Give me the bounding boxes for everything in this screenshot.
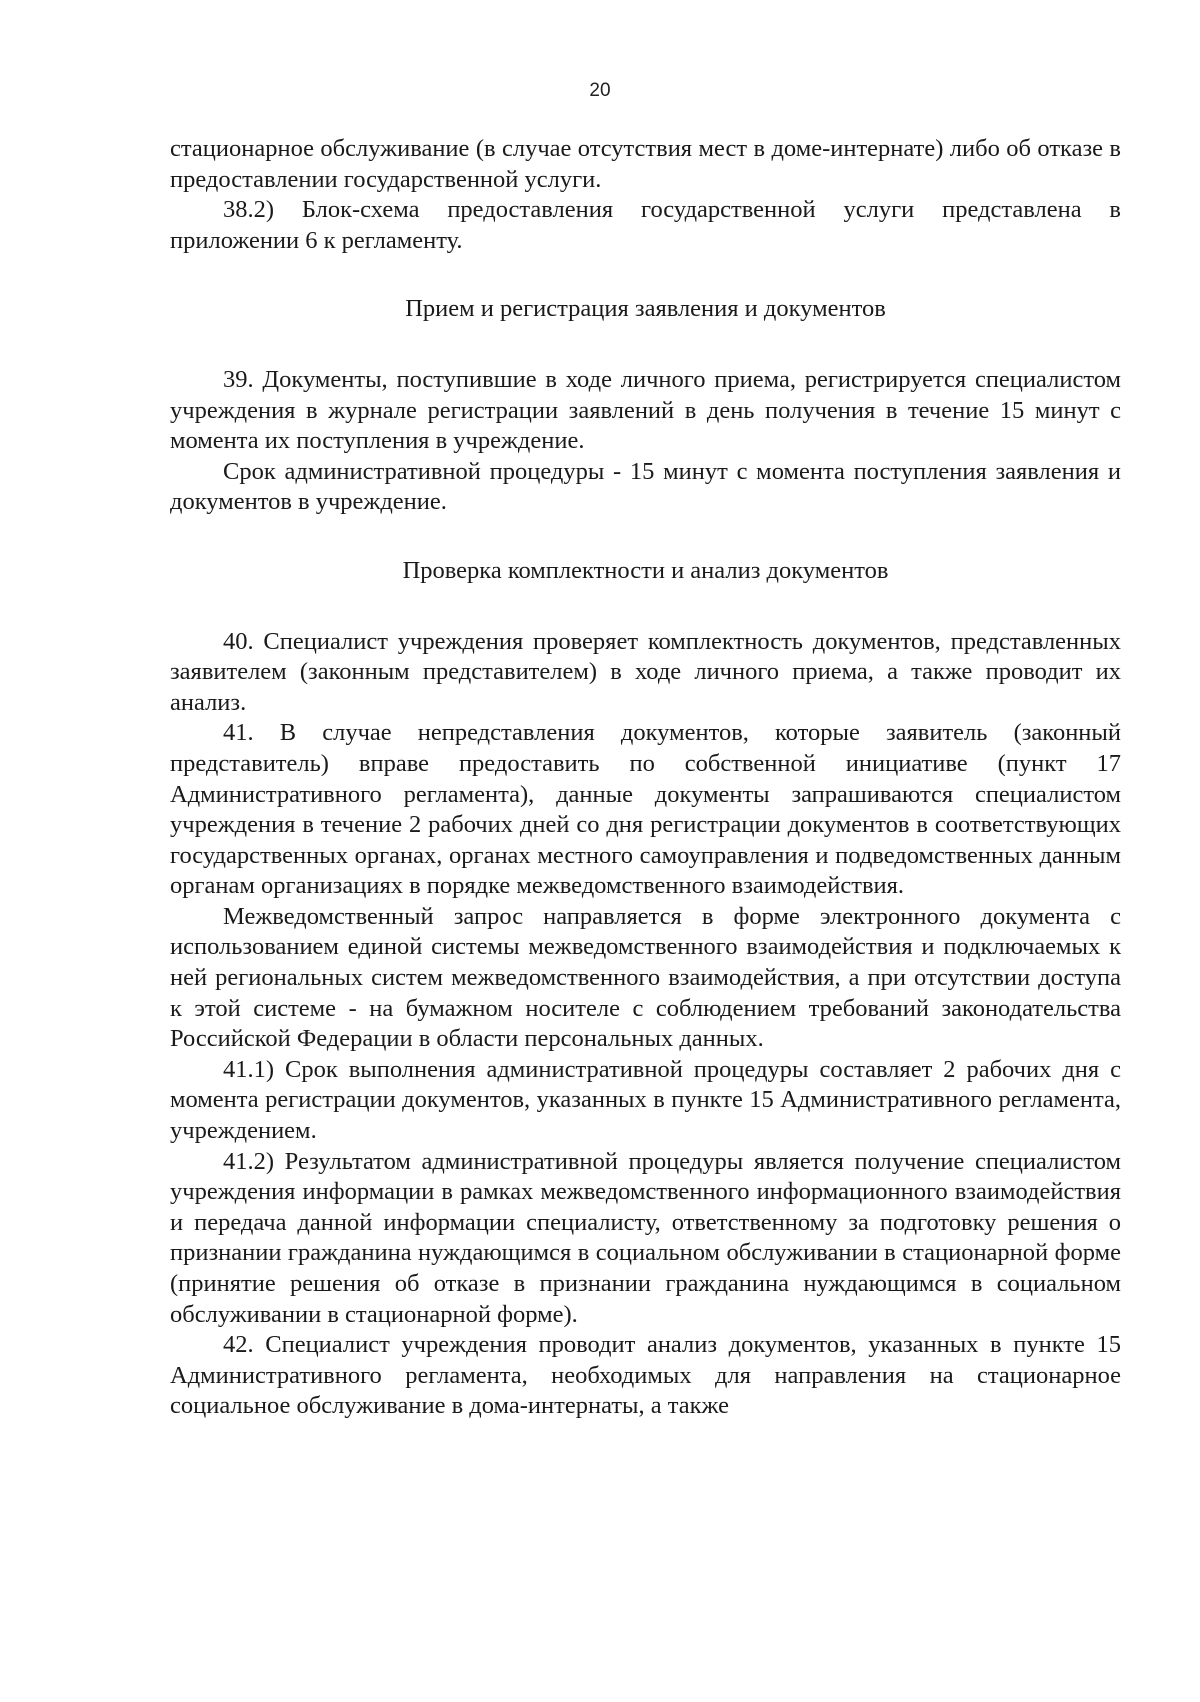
paragraph-38-2: 38.2) Блок-схема предоставления государственной услуги представлена в приложении 6 к регламенту. <box>170 196 1121 254</box>
section-heading-reception: Прием и регистрация заявления и документов <box>405 295 886 323</box>
paragraph-39-deadline: Срок административной процедуры - 15 минут с момента поступления заявления и документов в учреждение. <box>170 457 1121 516</box>
document-body <box>170 134 1121 1422</box>
paragraph-41-1: 41.1) Срок выполнения административной процедуры составляет 2 рабочих дня с момента регистрации документов, указанных в пункте 15 Административного регламента, учреждением. <box>170 1055 1121 1145</box>
paragraph-40: 40. Специалист учреждения проверяет комплектность документов, представленных заявителем (законным представителем) в ходе личного приема, а также проводит их анализ. <box>170 627 1121 716</box>
paragraph-42: 42. Специалист учреждения проводит анализ документов, указанных в пункте 15 Административного регламента, необходимых для направления на стационарное социальное обслуживание в дома-интернаты, а также <box>170 1331 1121 1420</box>
paragraph-41-2: 41.2) Результатом административной процедуры является получение специалистом учреждения информации в рамках межведомственного информационного взаимодействия и передача данной информации специалисту, ответственному за подготовку решения о признании гражданина нуждающимся в социальном обслуживании в стационарной форме (принятие решения об отказе в признании гражданина нуждающимся в социальном обслуживании в стационарной форме). <box>170 1147 1121 1328</box>
paragraph-41: 41. В случае непредставления документов, которые заявитель (законный представитель) вправе предоставить по собственной инициативе (пункт 17 Административного регламента), данные документы запрашиваются специалистом учреждения в течение 2 рабочих дней со дня регистрации документов в соответствующих государственных органах, органах местного самоуправления и подведомственных данным органам организациях в порядке межведомственного взаимодействия. <box>170 719 1121 900</box>
paragraph-41-interagency-request: Межведомственный запрос направляется в форме электронного документа с использованием единой системы межведомственного взаимодействия и подключаемых к ней региональных систем межведомственного взаимодействия, а при отсутствии доступа к этой системе - на бумажном носителе с соблюдением требований законодательства Российской Федерации в области персональных данных. <box>170 902 1121 1053</box>
paragraph-39: 39. Документы, поступившие в ходе личного приема, регистрируется специалистом учреждения в журнале регистрации заявлений в день получения в течение 15 минут с момента их поступления в учреждение. <box>170 365 1121 455</box>
page-number: 20 <box>589 80 611 101</box>
paragraph-continuation: стационарное обслуживание (в случае отсутствия мест в доме-интернате) либо об отказе в предоставлении государственной услуги. <box>170 135 1121 193</box>
section-heading-verification: Проверка комплектности и анализ документов <box>402 556 889 584</box>
